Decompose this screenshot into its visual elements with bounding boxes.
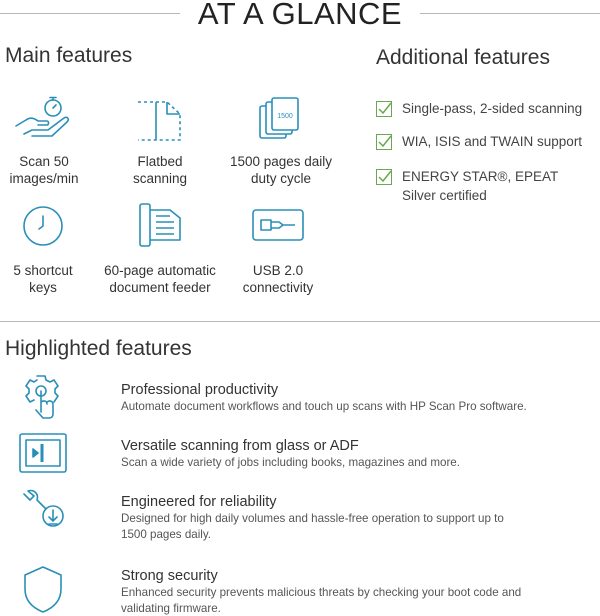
highlight-title: Versatile scanning from glass or ADF [121, 438, 359, 454]
page-title [0, 0, 600, 32]
page-title-text: AT A GLANCE [180, 0, 420, 31]
flatbed-scan-icon [135, 100, 185, 142]
feature-scan-speed: Scan 50 images/min [9, 154, 79, 186]
feature-usb: USB 2.0 connectivity [242, 263, 314, 295]
highlight-description: Scan a wide variety of jobs including books, magazines and more. [121, 456, 460, 469]
additional-feature-label: WIA, ISIS and TWAIN support [402, 134, 583, 149]
clock-icon [21, 204, 65, 248]
additional-features-heading: Additional features [376, 46, 550, 69]
page-stack-badge: 1500 [277, 113, 293, 120]
feature-flatbed: Flatbed scanning [132, 154, 188, 186]
highlight-title: Professional productivity [121, 382, 279, 398]
checkbox-icon [376, 134, 392, 150]
glass-adf-icon [18, 432, 68, 474]
additional-feature-item [376, 167, 582, 205]
document-feeder-icon [136, 202, 186, 248]
hand-timer-icon [14, 96, 74, 140]
feature-duty-cycle: 1500 pages daily duty cycle [229, 154, 333, 186]
highlighted-features-heading: Highlighted features [5, 337, 192, 360]
usb-cable-icon [251, 208, 307, 242]
highlight-description: Automate document workflows and touch up scans with HP Scan Pro software. [121, 400, 527, 413]
main-features-heading: Main features [5, 44, 133, 67]
gear-touch-icon [24, 374, 64, 420]
additional-feature-item [376, 99, 600, 118]
highlight-title: Engineered for reliability [121, 494, 277, 510]
highlight-description: Designed for high daily volumes and hassle-free operation to support up to 1500 pages daily. [121, 512, 504, 541]
highlight-item [121, 567, 581, 616]
additional-feature-item [376, 132, 600, 151]
highlight-title: Strong security [121, 568, 218, 584]
shield-icon [23, 565, 63, 613]
additional-feature-label: ENERGY STAR®, EPEAT Silver certified [402, 169, 558, 203]
highlight-item [121, 381, 581, 415]
highlight-item [121, 437, 581, 471]
feature-adf: 60-page automatic document feeder [104, 263, 216, 295]
feature-shortcut-keys: 5 shortcut keys [13, 263, 73, 295]
page-stack-icon [258, 96, 304, 142]
section-divider [0, 321, 600, 322]
checkbox-icon [376, 101, 392, 117]
checkbox-icon [376, 169, 392, 185]
additional-feature-label: Single-pass, 2-sided scanning [402, 101, 583, 116]
wrench-download-icon [20, 490, 68, 530]
highlight-item [121, 493, 581, 542]
highlight-description: Enhanced security prevents malicious threats by checking your boot code and validating firmware. [121, 586, 522, 615]
